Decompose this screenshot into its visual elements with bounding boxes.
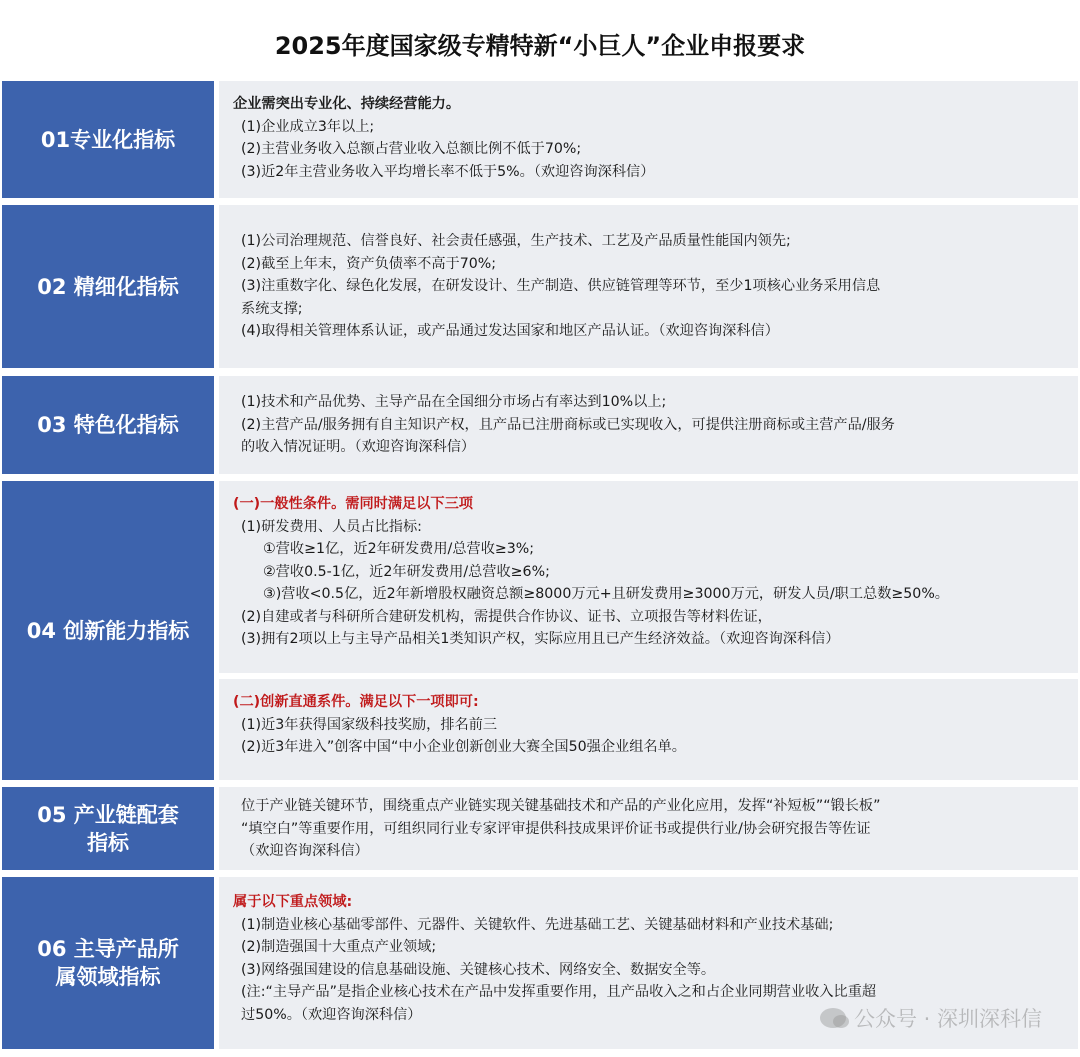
section-label-line: 06 主导产品所 (37, 937, 179, 961)
wechat-icon (820, 1008, 846, 1028)
criterion-item: (1)企业成立3年以上; (241, 118, 375, 135)
section-content (219, 205, 1078, 368)
subsection-heading: (一)一般性条件。需同时满足以下三项 (233, 496, 473, 512)
section-intro: 企业需突出专业化、持续经营能力。 (233, 96, 461, 112)
criterion-item: 位于产业链关键环节，围绕重点产业链实现关键基础技术和产品的产业化应用，发挥“补短板”“锻长板” (241, 798, 881, 814)
criterion-item: 系统支撑; (241, 300, 303, 317)
section-content (219, 481, 1078, 780)
criterion-item: (2)主营产品/服务拥有自主知识产权，且产品已注册商标或已实现收入，可提供注册商标或主营产品/服务 (241, 416, 895, 433)
section-content (219, 787, 1078, 870)
criterion-item: (2)截至上年末，资产负债率不高于70%; (241, 255, 497, 272)
criterion-item: (1)技术和产品优势、主导产品在全国细分市场占有率达到10%以上; (241, 394, 667, 410)
section-05 (2, 787, 1078, 870)
section-label (2, 787, 214, 870)
section-content (219, 81, 1078, 198)
criterion-item: “填空白”等重要作用，可组织同行业专家评审提供科技成果评价证书或提供行业/协会研究报告等佐证 (241, 820, 871, 837)
section-label-line: 指标 (86, 830, 129, 855)
criterion-item: (3)近2年主营业务收入平均增长率不低于5%。（欢迎咨询深科信） (241, 163, 655, 180)
subsection-heading: (二)创新直通系件。满足以下一项即可: (233, 694, 479, 710)
criterion-item: (1)近3年获得国家级科技奖励，排名前三 (241, 716, 498, 733)
section-label (2, 877, 214, 1049)
criterion-item: （欢迎咨询深科信） (241, 843, 369, 859)
watermark-text: 公众号 · 深圳深科信 (853, 1007, 1042, 1031)
criterion-item: (4)取得相关管理体系认证，或产品通过发达国家和地区产品认证。（欢迎咨询深科信） (241, 323, 779, 339)
section-label: 04 创新能力指标 (2, 481, 214, 780)
criterion-item: 的收入情况证明。（欢迎咨询深科信） (241, 439, 476, 455)
criterion-item: (2)制造强国十大重点产业领域; (241, 939, 437, 955)
criterion-item: (3)拥有2项以上与主导产品相关1类知识产权，实际应用且已产生经济效益。（欢迎咨询深科信） (241, 631, 840, 647)
section-03 (2, 376, 1078, 474)
section-04 (2, 481, 1078, 780)
criterion-item: (2)自建或者与科研所合建研发机构，需提供合作协议、证书、立项报告等材料佐证， (241, 608, 772, 625)
criterion-item: (3)注重数字化、绿色化发展，在研发设计、生产制造、供应链管理等环节，至少1项核心业务采用信息 (241, 278, 881, 294)
section-label-line: 05 产业链配套 (37, 802, 179, 827)
section-02 (2, 205, 1078, 368)
criterion-item: (3)网络强国建设的信息基础设施、关键核心技术、网络安全、数据安全等。 (241, 961, 716, 978)
criterion-item: (2)近3年进入”创客中国“中小企业创新创业大赛全国50强企业组名单。 (241, 739, 686, 755)
section-label-line: 属领域指标 (55, 965, 161, 989)
criterion-item: (1)公司治理规范、信誉良好、社会责任感强，生产技术、工艺及产品质量性能国内领先; (241, 233, 791, 249)
criterion-item: 过50%。（欢迎咨询深科信） (241, 1006, 422, 1023)
section-label: 03 特色化指标 (2, 376, 214, 474)
subsection-heading: 属于以下重点领域: (233, 894, 353, 910)
watermark (820, 1003, 1042, 1033)
section-label: 01专业化指标 (2, 81, 214, 198)
criterion-subitem: ②营收0.5-1亿，近2年研发费用/总营收≥6%; (263, 563, 550, 580)
page-title: 2025年度国家级专精特新“小巨人”企业申报要求 (274, 32, 806, 60)
criterion-item: (1)制造业核心基础零部件、元器件、关键软件、先进基础工艺、关键基础材料和产业技术基础; (241, 916, 834, 933)
criterion-subitem: ③)营收<0.5亿，近2年新增股权融资总额≥8000万元+且研发费用≥3000万元，研发人员/职工总数≥50%。 (263, 586, 949, 602)
subsection-divider (219, 673, 1078, 679)
section-01 (2, 81, 1078, 198)
criterion-item: (1)研发费用、人员占比指标: (241, 518, 422, 535)
criterion-item: (注:“主导产品”是指企业核心技术在产品中发挥重要作用，且产品收入之和占企业同期营业收入比重超 (241, 984, 877, 1000)
section-content (219, 376, 1078, 474)
criterion-item: (2)主营业务收入总额占营业收入总额比例不低于70%; (241, 141, 582, 157)
section-label: 02 精细化指标 (2, 205, 214, 368)
criterion-subitem: ①营收≥1亿，近2年研发费用/总营收≥3%; (263, 541, 535, 557)
